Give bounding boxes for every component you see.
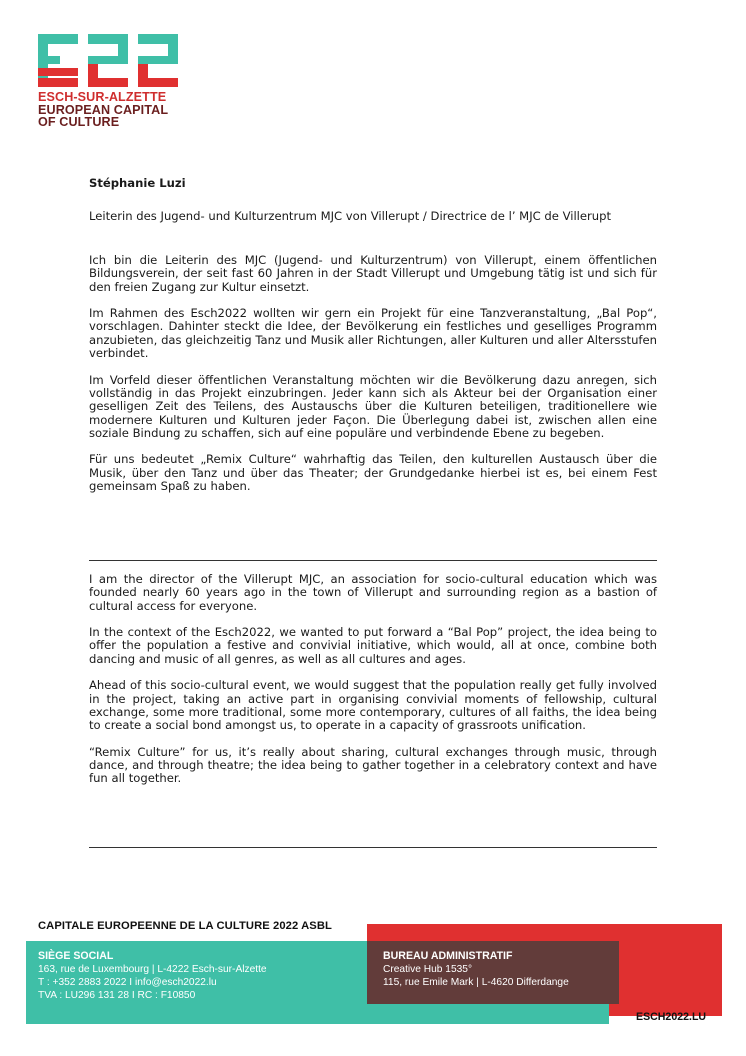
- siege-social-address: [38, 950, 267, 1002]
- author-role: Leiterin des Jugend- und Kulturzentrum MJC von Villerupt / Directrice de l’ MJC de Villerupt: [89, 209, 612, 223]
- siege-line-3: TVA : LU296 131 28 I RC : F10850: [38, 990, 196, 1001]
- e22-logo-mark-icon: [38, 34, 179, 88]
- divider: [89, 560, 657, 561]
- paragraph-en-3: Ahead of this socio-cultural event, we would suggest that the population really get fully involved in the project, taking an active part in organising convivial moments of fellowship, cultural exchange, some more traditional, some more contemporary, cultures of all faiths, the idea being to create a social bond amongst us, to operate in a capacity of grassroots unification.: [89, 678, 657, 733]
- bureau-address: [383, 950, 569, 989]
- bureau-line-2: 115, rue Emile Mark | L-4620 Differdange: [383, 977, 569, 988]
- website-link[interactable]: ESCH2022.LU: [636, 1011, 707, 1023]
- siege-line-2: T : +352 2883 2022 I info@esch2022.lu: [38, 977, 217, 988]
- logo-line-1: ESCH-SUR-ALZETTE: [38, 90, 167, 104]
- paragraph-de-1: Ich bin die Leiterin des MJC (Jugend- und Kulturzentrum) von Villerupt, einem öffentlichen Bildungsverein, der seit fast 60 Jahren in der Stadt Villerupt und Umgebung tätig ist und sich für den freien Zugang zur Kultur einsetzt.: [89, 253, 657, 294]
- paragraph-en-1: I am the director of the Villerupt MJC, an association for socio-cultural education which was founded nearly 60 years ago in the town of Villerupt and surrounding region as a bastion of cultural access for everyone.: [89, 572, 657, 613]
- logo-line-3: OF CULTURE: [38, 115, 120, 130]
- paragraph-en-4: “Remix Culture” for us, it’s really about sharing, cultural exchanges through music, through dance, and through theatre; the idea being to gather together in a celebratory context and have fun all together.: [89, 744, 657, 786]
- bureau-heading: BUREAU ADMINISTRATIF: [383, 950, 513, 962]
- bureau-line-1: Creative Hub 1535°: [383, 964, 473, 975]
- esch2022-logo: [38, 34, 183, 129]
- paragraph-de-3: Im Vorfeld dieser öffentlichen Veranstaltung möchten wir die Bevölkerung dazu anregen, sich vollständig in das Projekt einzubringen. Jeder kann sich als Akteur bei der Organisation einer geselligen Zeit des Teilens, des Austauschs über die Kulturen beteiligen, traditionellere wie modernere Kulturen und Kulturen jeder Façon. Die Überlegung dabei ist, zwischen allen eine soziale Bindung zu schaffen, sich auf eine populäre und verbindende Ebene zu begeben.: [89, 372, 657, 440]
- logo-wordmark: [38, 91, 183, 129]
- divider: [89, 847, 657, 848]
- english-text: [89, 573, 657, 799]
- paragraph-en-2: In the context of the Esch2022, we wanted to put forward a “Bal Pop” project, the idea being to offer the population a festive and convivial initiative, which would, all at once, combine both dancing and music of all genres, as well as all cultures and ages.: [89, 625, 657, 666]
- siege-heading: SIÈGE SOCIAL: [38, 950, 114, 962]
- author-name: Stéphanie Luzi: [89, 176, 186, 190]
- paragraph-de-2: Im Rahmen des Esch2022 wollten wir gern ein Projekt für eine Tanzveranstaltung, „Bal Pop“, vorschlagen. Dahinter steckt die Idee, der Bevölkerung ein festliches und geselliges Programm anzubieten, das gleichzeitig Tanz und Musik aller Richtungen, aller Kulturen und aller Altersstufen verbindet.: [89, 306, 657, 361]
- german-text: [89, 254, 657, 507]
- footer-org-title: CAPITALE EUROPEENNE DE LA CULTURE 2022 ASBL: [38, 920, 332, 932]
- siege-line-1: 163, rue de Luxembourg | L-4222 Esch-sur-Alzette: [38, 964, 267, 975]
- paragraph-de-4: Für uns bedeutet „Remix Culture“ wahrhaftig das Teilen, den kulturellen Austausch über die Musik, über den Tanz und über das Theater; der Grundgedanke hierbei ist es, bei einem Fest gemeinsam Spaß zu haben.: [89, 452, 657, 494]
- logo-line-2: EUROPEAN CAPITAL: [38, 102, 169, 117]
